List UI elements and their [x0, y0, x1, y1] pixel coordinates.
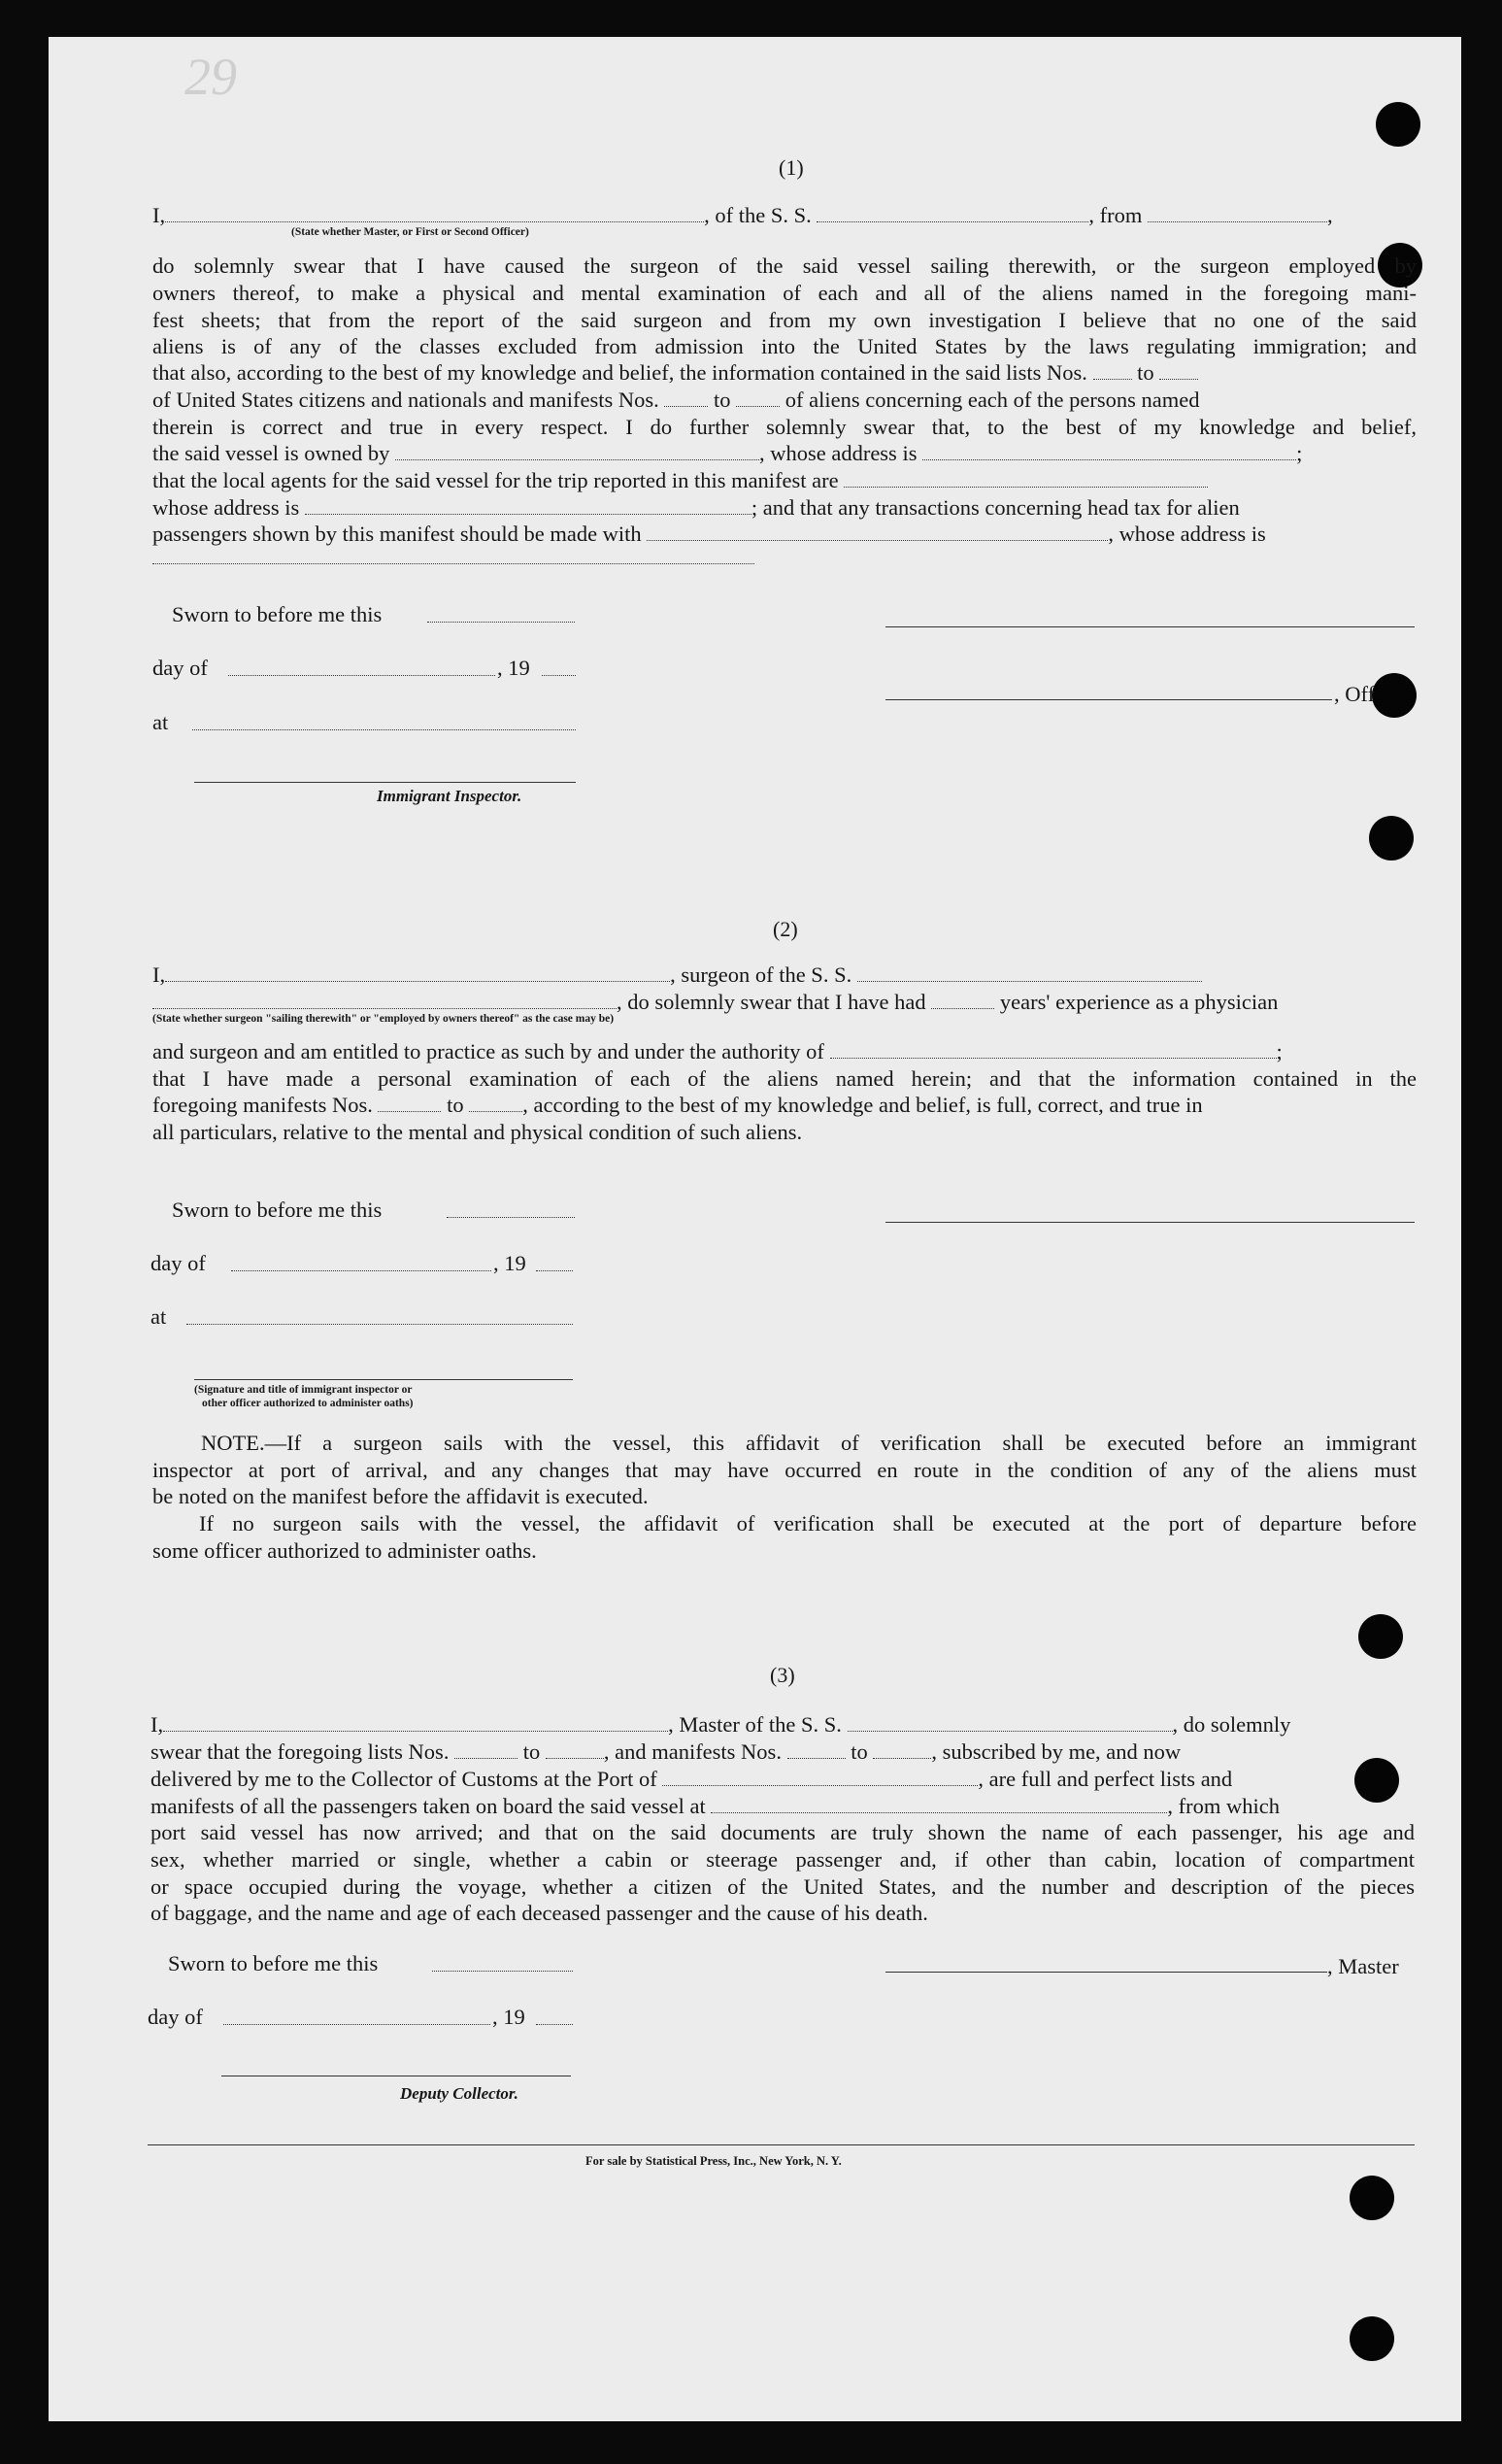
sec1-line-9: the said vessel is owned by , whose address is ; [152, 441, 1303, 465]
sec1-line-10: that the local agents for the said vessel for the trip reported in this manifest are [152, 467, 1417, 494]
sec2-line-4: that I have made a personal examination of each of the aliens named herein; and that the information contained in the [152, 1066, 1417, 1091]
section-2-number: (2) [773, 917, 798, 941]
officer-note: (State whether Master, or First or Second Officer) [291, 226, 529, 238]
deputy-collector-caption: Deputy Collector. [400, 2084, 518, 2103]
note-line-5: some officer authorized to administer oaths. [152, 1538, 537, 1563]
faint-stamp-number: 29 [184, 48, 237, 106]
sec1-officer-suffix: , Off [1334, 682, 1376, 706]
signature-note-line-1: (Signature and title of immigrant inspector or [194, 1384, 413, 1396]
note-line-2: inspector at port of arrival, and any changes that may have occurred en route in the condition of any of the aliens must [152, 1458, 1417, 1482]
sec3-line-7: or space occupied during the voyage, whether a citizen of the United States, and the number and description of the pieces [150, 1874, 1415, 1899]
sec1-line-4: fest sheets; that from the report of the said surgeon and from my own investigation I believe that no one of the said [152, 308, 1417, 332]
sec3-line-6: sex, whether married or single, whether a cabin or steerage passenger and, if other than cabin, location of compartment [150, 1847, 1415, 1872]
note-line-3: be noted on the manifest before the affidavit is executed. [152, 1484, 649, 1508]
sec3-line-5: port said vessel has now arrived; and that on the said documents are truly shown the name of each passenger, his age and [150, 1820, 1415, 1844]
sec2-line-1: I, , surgeon of the S. S. [152, 962, 1417, 989]
sec3-line-4: manifests of all the passengers taken on board the said vessel at , from which [150, 1794, 1280, 1818]
section-3-number: (3) [770, 1663, 795, 1687]
sec1-line-5: aliens is of any of the classes excluded from admission into the United States by the laws regulating immigration; and [152, 334, 1417, 358]
sec1-line-2: do solemnly swear that I have caused the surgeon of the said vessel sailing therewith, or the surgeon employed by [152, 253, 1417, 278]
sec2-line-5: foregoing manifests Nos. to , according to the best of my knowledge and belief, is full, correct, and true in [152, 1093, 1203, 1117]
sec2-year-label: , 19 [493, 1251, 526, 1275]
sec1-sworn-label: Sworn to before me this [172, 602, 383, 626]
punch-hole [1376, 102, 1420, 147]
sec2-day-of-label: day of [150, 1251, 206, 1275]
sec1-line-11: whose address is ; and that any transactions concerning head tax for alien [152, 495, 1240, 520]
note-line-4: If no surgeon sails with the vessel, the affidavit of verification shall be executed at the port of departure before [199, 1511, 1417, 1536]
sec2-line-2: , do solemnly swear that I have had years' experience as a physician [152, 989, 1417, 1016]
sec1-line-12: passengers shown by this manifest should be made with , whose address is [152, 522, 1266, 546]
punch-hole [1369, 816, 1414, 861]
sec1-line-1: I, , of the S. S. , from , [152, 203, 1333, 227]
sec2-line-3: and surgeon and am entitled to practice as such by and under the authority of ; [152, 1039, 1283, 1063]
punch-hole [1372, 673, 1417, 718]
sec1-line-6: that also, according to the best of my knowledge and belief, the information contained in the said lists Nos. to [152, 359, 1417, 387]
sec3-line-3: delivered by me to the Collector of Customs at the Port of , are full and perfect lists and [150, 1767, 1233, 1791]
sec3-master-label: , Master [1327, 1954, 1399, 1978]
sec1-at-label: at [152, 710, 169, 734]
sec3-year-label: , 19 [492, 2005, 525, 2029]
sec3-line-2: swear that the foregoing lists Nos. to , and manifests Nos. to , subscribed by me, and now [150, 1739, 1182, 1764]
sec2-sworn-label: Sworn to before me this [172, 1198, 383, 1222]
immigrant-inspector-caption: Immigrant Inspector. [377, 787, 522, 805]
note-line-1: NOTE.—If a surgeon sails with the vessel, this affidavit of verification shall be executed before an immigrant [201, 1431, 1417, 1455]
sec1-line-3: owners thereof, to make a physical and mental examination of each and all of the aliens named in the foregoing mani- [152, 281, 1417, 305]
sec2-line-6: all particulars, relative to the mental and physical condition of such aliens. [152, 1120, 803, 1144]
sec3-line-8: of baggage, and the name and age of each deceased passenger and the cause of his death. [150, 1901, 928, 1925]
printer-imprint: For sale by Statistical Press, Inc., New York, N. Y. [585, 2154, 842, 2168]
sec1-year-label: , 19 [497, 656, 530, 680]
punch-hole [1358, 1614, 1403, 1659]
sec3-sworn-label: Sworn to before me this [168, 1951, 379, 1975]
signature-note-line-2: other officer authorized to administer oaths) [202, 1398, 414, 1409]
surgeon-note: (State whether surgeon "sailing therewith" or "employed by owners thereof" as the case may be) [152, 1013, 615, 1025]
sec1-day-of-label: day of [152, 656, 208, 680]
sec2-at-label: at [150, 1304, 167, 1329]
sec3-line-1: I, , Master of the S. S. , do solemnly [150, 1712, 1291, 1737]
punch-hole [1350, 2176, 1394, 2220]
sec1-line-8: therein is correct and true in every respect. I do further solemnly swear that, to the best of my knowledge and belief, [152, 415, 1417, 439]
section-1-number: (1) [779, 155, 804, 180]
sec1-line-7: of United States citizens and nationals and manifests Nos. to of aliens concerning each of the persons named [152, 388, 1200, 412]
footer-rule [148, 2144, 1415, 2145]
sec3-day-of-label: day of [148, 2005, 203, 2029]
punch-hole [1350, 2316, 1394, 2361]
